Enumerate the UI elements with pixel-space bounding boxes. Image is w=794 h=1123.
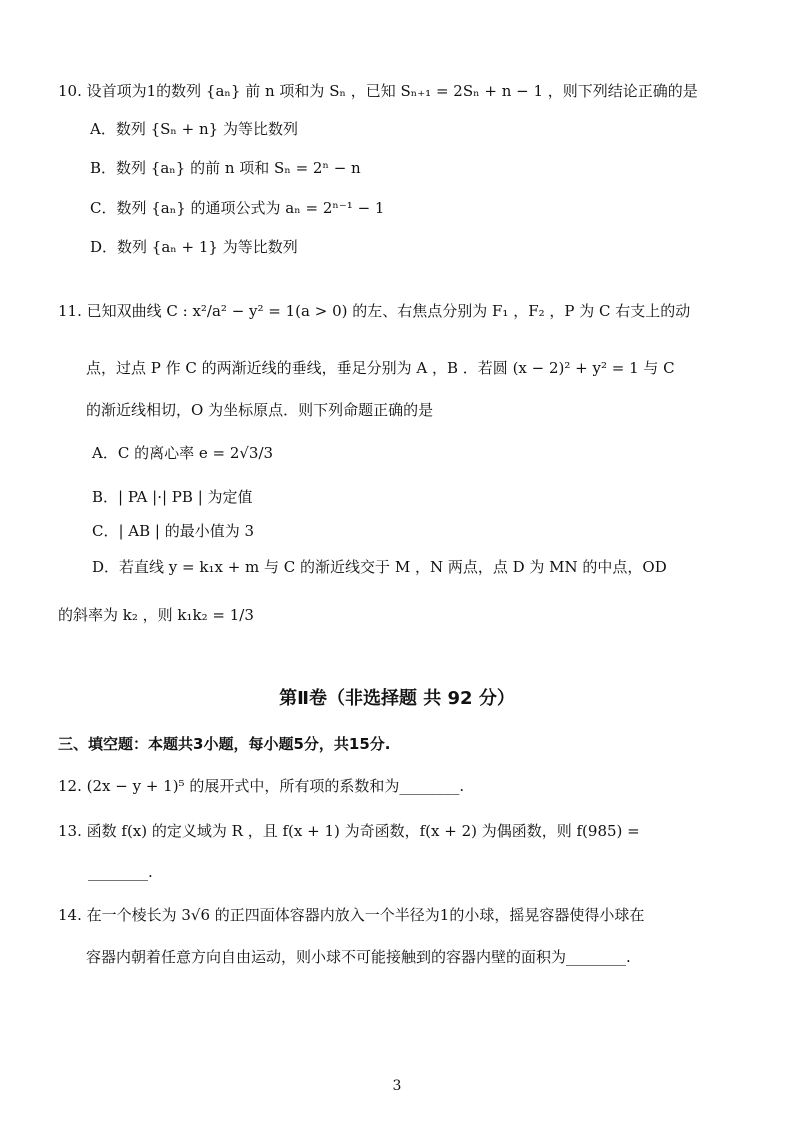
q13-line-2: ________. [88,863,153,881]
q10-option-b: B．数列 {aₙ} 的前 n 项和 Sₙ = 2ⁿ − n [90,159,361,177]
q10-option-c: C．数列 {aₙ} 的通项公式为 aₙ = 2ⁿ⁻¹ − 1 [90,199,385,217]
q14-line-1: 14. 在一个棱长为 3√6 的正四面体容器内放入一个半径为1的小球，摇晃容器使得小球在 [58,906,645,924]
q10-option-d: D．数列 {aₙ + 1} 为等比数列 [90,238,298,256]
q14-line-2: 容器内朝着任意方向自由运动，则小球不可能接触到的容器内壁的面积为________. [86,948,631,966]
q10-option-a: A．数列 {Sₙ + n} 为等比数列 [90,120,298,138]
q12: 12. (2x − y + 1)⁵ 的展开式中，所有项的系数和为________. [58,777,465,795]
section-3-heading: 三、填空题：本题共3小题，每小题5分，共15分. [58,735,391,753]
q11-option-c: C．| AB | 的最小值为 3 [92,522,255,540]
q11-stem-2: 点，过点 P 作 C 的两渐近线的垂线，垂足分别为 A ，B ．若圆 (x − 2)² + y² = 1 与 C [86,359,675,377]
q10-stem: 10. 设首项为1的数列 {aₙ} 前 n 项和为 Sₙ ，已知 Sₙ₊₁ = 2Sₙ + n − 1 ，则下列结论正确的是 [58,82,698,100]
q13-line-1: 13. 函数 f(x) 的定义域为 R ，且 f(x + 1) 为奇函数，f(x + 2) 为偶函数，则 f(985) = [58,822,640,840]
q11-option-b: B．| PA |·| PB | 为定值 [92,488,253,506]
q11-stem-3: 的渐近线相切，O 为坐标原点．则下列命题正确的是 [86,401,434,419]
q11-option-d: D．若直线 y = k₁x + m 与 C 的渐近线交于 M ，N 两点，点 D 为 MN 的中点，OD [92,558,667,576]
q11-option-a: A．C 的离心率 e = 2√3/3 [92,444,274,462]
q11-option-d-cont: 的斜率为 k₂ ，则 k₁k₂ = 1/3 [58,606,254,624]
page-number: 3 [392,1078,402,1094]
q11-stem: 11. 已知双曲线 C : x²/a² − y² = 1(a > 0) 的左、右焦点分别为 F₁ ，F₂ ，P 为 C 右支上的动 [58,302,691,320]
section-title: 第Ⅱ卷（非选择题 共 92 分） [279,688,515,709]
